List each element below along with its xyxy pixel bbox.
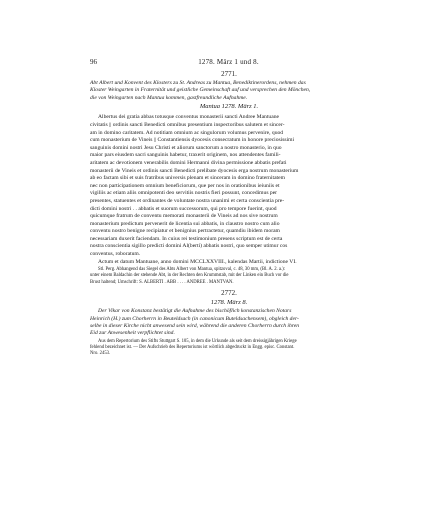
summary-line: Der Vikar von Konstanz bestätigt die Aufnahme des bischöflich konstanzischen Notars	[98, 308, 292, 315]
summary-line: selbe in dieser Kirche nicht anwesend sein wird, während die anderen Chorherrn durch ihren	[90, 322, 300, 329]
place-date: Mantua 1278. März 1.	[199, 102, 259, 110]
charter-line: civitatis || ordinis sancti Benedicti omnibus presentium inspectoribus salutem et sincer-	[90, 121, 285, 128]
page-header	[90, 58, 368, 67]
note-line: fehlend bezeichnet ist. — Der Aufschrieb des Repertoriums ist wörtlich abgedruckt in Engg. episc. Constant.	[90, 344, 295, 350]
header-date: 1278. März 1 und 8.	[198, 58, 259, 66]
charter-line: dicti domini nostri . . abbatis et suorum successorum, qui pro tempore fuerint, quod	[90, 205, 277, 212]
datum-line: Actum et datum Mantuane, anno domini MCCLXXVIII., kalendas Martii, indictione VI.	[98, 258, 297, 265]
charter-line: monasterii de Vineis et ordinis sancti Benedicti prelibate dyocesis erga nostrum monasterium	[90, 167, 299, 174]
note-line: Stl. Perg. Abhangend das Siegel des Abts Albert von Mantua, spitzoval, c. 48, 30 mm, (Bl. A. 2. a.):	[98, 267, 286, 273]
charter-line: am in domino caritatem. Ad notitiam omnium ac singulorum volumus pervenire, quod	[90, 129, 284, 136]
place-date: 1278. März 8.	[210, 298, 248, 306]
summary-line: Abt Albert und Konvent des Klosters zu St. Andreas zu Mantua, Benediktinerordens, nehmen das	[90, 80, 306, 86]
doc-number: 2771.	[221, 70, 237, 78]
charter-text	[90, 114, 368, 266]
note-line: Aus dem Repertorium des Stifts Stuttgart S. 105, in dem die Urkunde als seit dem dreissigjährigen Kriege	[98, 338, 297, 344]
charter-line: monasterium predictum pervenerit de licentia sui abbatis, in claustro nostro cum alio	[90, 220, 280, 227]
doc-summary	[90, 308, 368, 337]
charter-line: ab eo factam sibi et suis fratribus universis plenam et sinceram in domino fraternitatem	[90, 175, 285, 182]
archival-note	[90, 267, 368, 286]
doc-summary	[90, 80, 368, 102]
summary-line: Kloster Weingarten in Fraternität und geistliche Gemeinschaft auf und versprechen den Mönchen,	[90, 87, 311, 94]
document-page	[90, 58, 368, 357]
doc-number: 2772.	[221, 288, 237, 297]
charter-line: Albertus dei gratia abbas totusque conventus monasterii sancti Andree Mantuane	[98, 114, 279, 121]
page-number: 96	[90, 58, 97, 66]
summary-line: Heinrich (H.) zum Chorherrn in Beuteldsach (in canonicum Buteldsachensem), obgleich der-	[90, 315, 299, 322]
charter-line: quicumque fratrum de conventu memorati monasterii de Vineis ad nos sive nostrum	[90, 213, 278, 220]
charter-line: sanguinis domini nostri Jesu Christi et aliorum sanctorum a nostro monasterio, in quo	[90, 144, 282, 151]
charter-line: necessariam duxerit faciendam. In cuius rei testimonium presens scriptum est de certa	[90, 235, 283, 242]
note-line: Brust haltend; Umschrift: S. ALBERTI . ABB . . . . ANDREE . MANTVAN.	[90, 279, 234, 285]
charter-line: cum monasterium de Vineis || Constantiensis dyocesis consecratum in honore preciosissimi	[90, 137, 295, 144]
charter-line: nec non participationem omnium beneficiorum, que per nos in orationibus ieiuniis et	[90, 182, 280, 189]
summary-line: die von Weingarten nach Mantua kommen, gastfreundliche Aufnahme.	[90, 94, 248, 101]
charter-line: nostra conscientia sigillo predicti domini Al(berti) abbatis nostri, quo semper utimur cos	[90, 243, 288, 250]
note-line: unter einem Baldachin der stehende Abt, in der Rechten den Krummstab, mit der Linken ein Buch vor die	[90, 273, 289, 279]
charter-line: maior pars eiusdem sacri sanguinis habetur, traxerit originem, nos attendentes famili-	[90, 152, 281, 159]
summary-line: Eid zur Anwesenheit verpflichtet sind.	[90, 330, 175, 337]
charter-line: vigiliis ac etiam aliis omnipotenti deo servitiis nostris fieri possunt, concedimus per	[90, 190, 278, 197]
note-line: Nro. 2453.	[90, 350, 111, 356]
charter-line: aritatem ac devotionem venerabilis domini Hermanni divina permissione abbatis prefati	[90, 159, 287, 166]
archival-note	[90, 339, 368, 358]
charter-line: presentes, statuentes et ordinantes de voluntate nostra unanimi et certa conscientia pre-	[90, 197, 285, 204]
charter-line: conventus, roboratum.	[90, 251, 141, 258]
charter-line: conventu nostro benigne recipiatur et benignius pertractetur, quamdiu ibidem moram	[90, 228, 280, 235]
